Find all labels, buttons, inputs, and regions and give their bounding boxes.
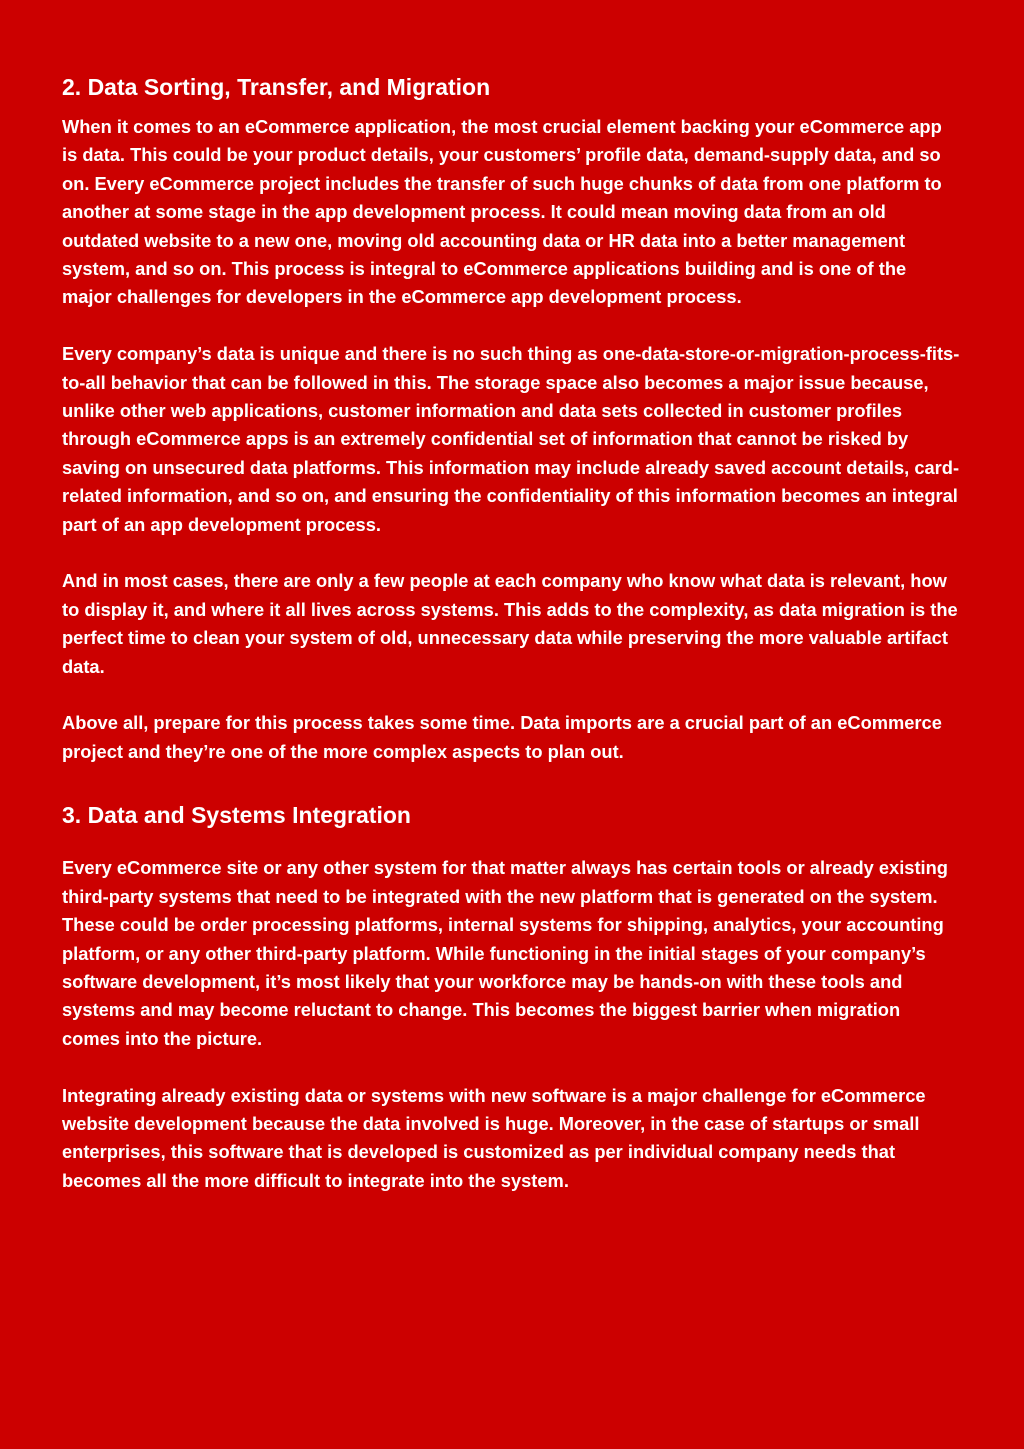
paragraph: Every eCommerce site or any other system for that matter always has certain tools or already existing third-party systems that need to be integrated with the new platform that is generated on the system. These could be order processing platforms, internal systems for shipping, analytics, your accounting platform, or any other third-party platform. While functioning in the initial stages of your company’s software development, it’s most likely that your workforce may be hands-on with these tools and systems and may become reluctant to change. This becomes the biggest barrier when migration comes into the picture. (62, 857, 948, 1049)
paragraph: When it comes to an eCommerce application, the most crucial element backing your eCommerce app is data. This could be your product details, your customers’ profile data, demand-supply data, and so on. Every eCommerce project includes the transfer of such huge chunks of data from one platform to another at some stage in the app development process. It could mean moving data from an old outdated website to a new one, moving old accounting data or HR data into a better management system, and so on. This process is integral to eCommerce applications building and is one of the major challenges for developers in the eCommerce app development process. (62, 116, 942, 308)
section-heading-systems-integration: 3. Data and Systems Integration (62, 802, 411, 829)
paragraph: And in most cases, there are only a few people at each company who know what data is relevant, how to display it, and where it all lives across systems. This adds to the complexity, as data migration is the perfect time to clean your system of old, unnecessary data while preserving the more valuable artifact data. (62, 570, 958, 677)
section-heading-data-sorting: 2. Data Sorting, Transfer, and Migration (62, 74, 491, 100)
paragraph: Integrating already existing data or systems with new software is a major challenge for eCommerce website development because the data involved is huge. Moreover, in the case of startups or small enterprises, this software that is developed is customized as per individual company needs that becomes all the more difficult to integrate into the system. (62, 1084, 926, 1191)
paragraph: Every company’s data is unique and there is no such thing as one-data-store-or-migration-process-fits-to-all behavior that can be followed in this. The storage space also becomes a major issue because, unlike other web applications, customer information and data sets collected in customer profiles through eCommerce apps is an extremely confidential set of information that cannot be risked by saving on unsecured data platforms. This information may include already saved account details, card-related information, and so on, and ensuring the confidentiality of this information becomes an integral part of an app development process. (62, 343, 960, 535)
paragraph: Above all, prepare for this process takes some time. Data imports are a crucial part of an eCommerce project and they’re one of the more complex aspects to plan out. (62, 712, 942, 762)
